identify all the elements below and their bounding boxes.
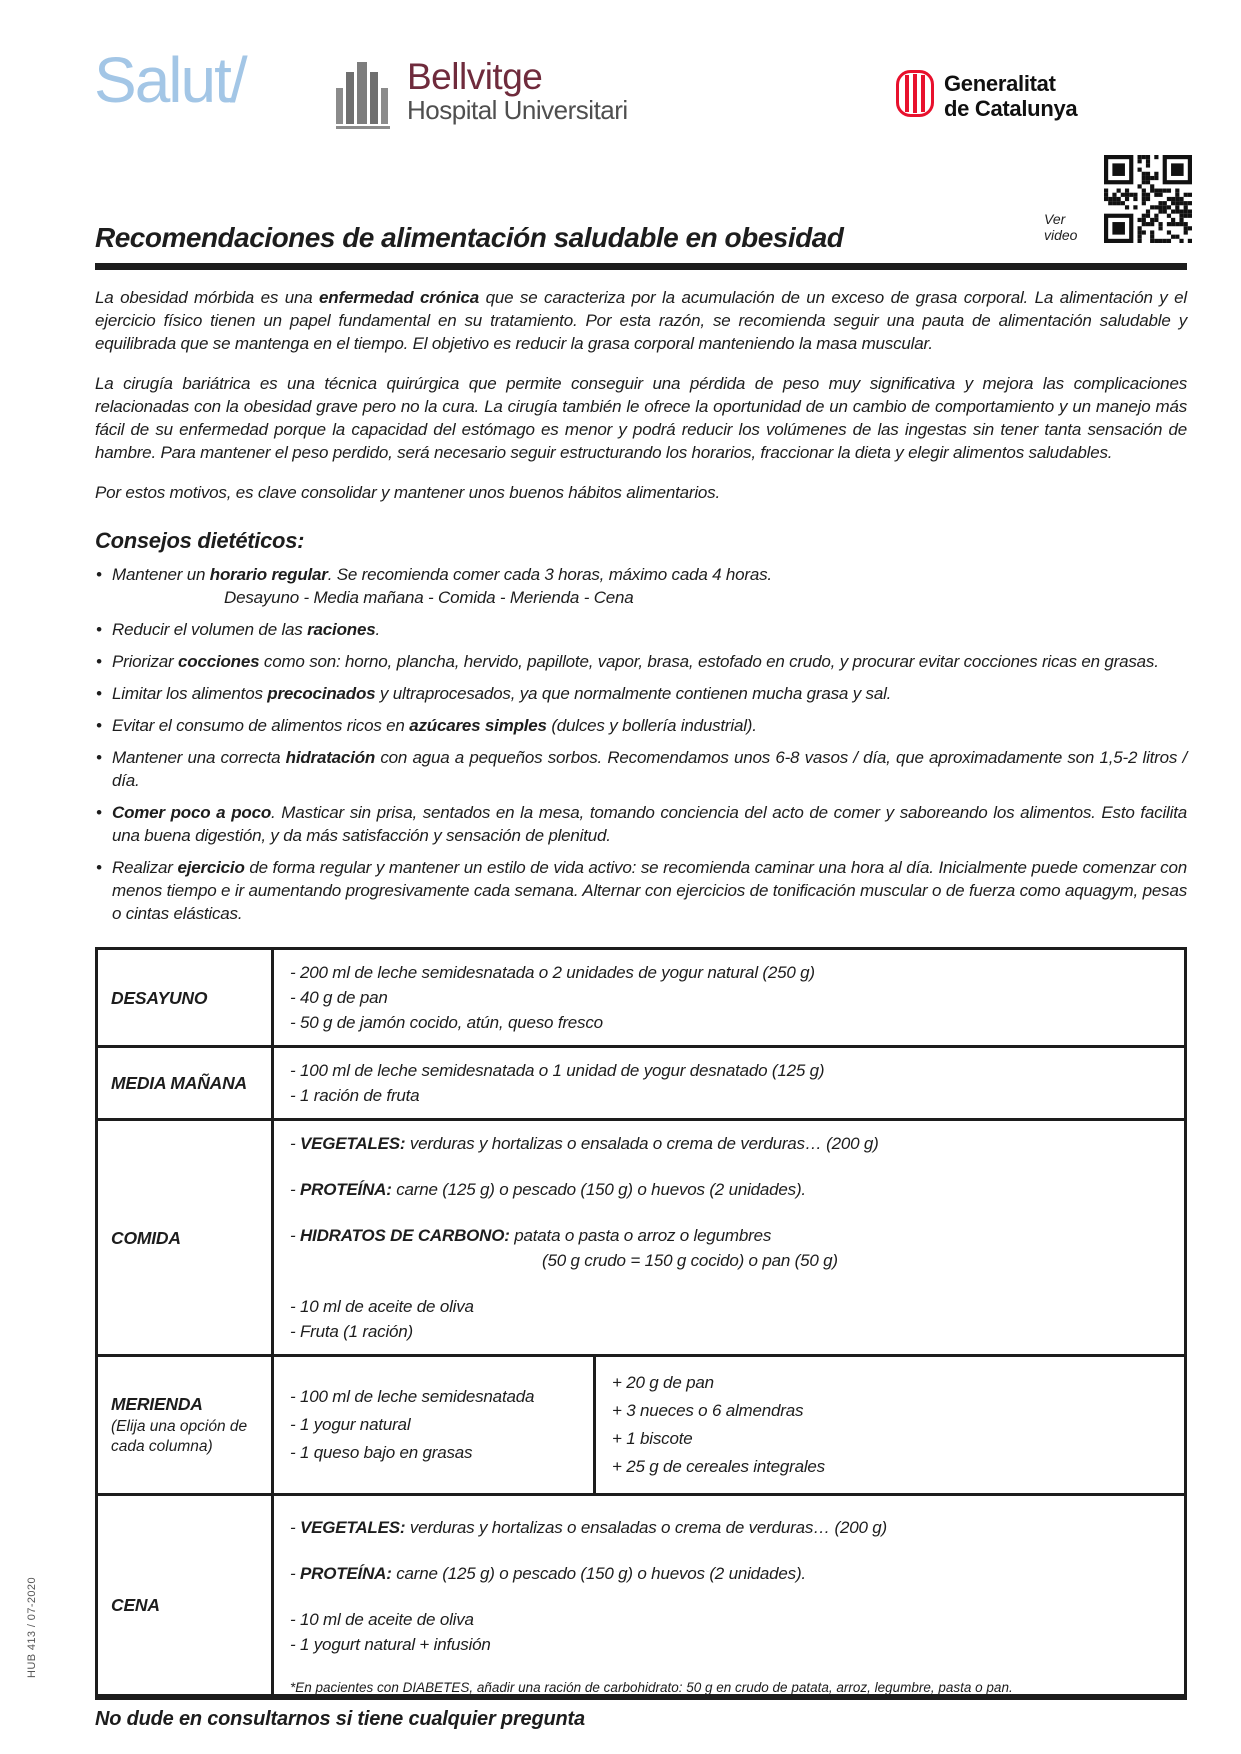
footer-text: No dude en consultarnos si tiene cualquier pregunta xyxy=(95,1708,585,1730)
row-label xyxy=(98,1357,274,1493)
bellvitge-hospital-logo xyxy=(332,58,628,143)
row-label-text: MERIENDA xyxy=(111,1394,203,1414)
row-content xyxy=(274,1496,1184,1714)
salut-logo: Salut/ xyxy=(94,44,246,116)
row-label xyxy=(98,950,274,1045)
row-label xyxy=(98,1048,274,1118)
row-label-text: COMIDA xyxy=(111,1227,181,1248)
menu-line: - 1 ración de fruta xyxy=(290,1086,420,1105)
row-content xyxy=(274,1048,1184,1118)
title-rule xyxy=(95,263,1187,270)
menu-line: - 1 yogurt natural + infusión xyxy=(290,1634,491,1654)
menu-line: - 10 ml de aceite de oliva xyxy=(290,1609,474,1629)
generalitat-line2: de Catalunya xyxy=(944,96,1078,121)
table-row-media-manana xyxy=(98,1045,1184,1118)
advice-item-raciones: • Reducir el volumen de las raciones. xyxy=(95,618,1187,641)
page-title: Recomendaciones de alimentación saludable en obesidad xyxy=(95,222,844,253)
row-content xyxy=(274,950,1184,1045)
row-sublabel-text: (Elija una opción de cada columna) xyxy=(111,1418,248,1455)
menu-line: + 1 biscote xyxy=(612,1429,693,1448)
generalitat-senyera-icon xyxy=(896,70,934,122)
menu-line: + 25 g de cereales integrales xyxy=(612,1457,825,1476)
hospital-name-block xyxy=(407,58,628,126)
menu-line: (50 g crudo = 150 g cocido) o pan (50 g) xyxy=(542,1251,838,1270)
intro-paragraph-2: La cirugía bariátrica es una técnica quirúrgica que permite conseguir una pérdida de peso muy significativa y mejora las complicaciones relacionadas con la obesidad grave pero no la cura. La cirugía también le ofrece la oportunidad de un cambio de comportamiento y un manejo más fácil de su enfermedad porque la capacidad del estómago es menor y podrá reducir los volúmenes de las ingestas sin tener tanta sensación de hambre. Para mantener el peso perdido, será necesario seguir estructurando los horarios, fraccionar la dieta y elegir alimentos saludables. xyxy=(95,374,1187,462)
advice-item-horario xyxy=(95,563,1187,609)
intro-paragraph-1: La obesidad mórbida es una enfermedad crónica que se caracteriza por la acumulación de un exceso de grasa corporal. La alimentación y el ejercicio físico tienen un papel fundamental en su tratamiento. Por esta razón, se recomienda seguir una pauta de alimentación saludable y equilibrada que se mantenga en el tiempo. El objetivo es reducir la grasa corporal manteniendo la masa muscular. xyxy=(95,288,1187,353)
meal-schedule-line: Desayuno - Media mañana - Comida - Merienda - Cena xyxy=(224,588,634,607)
menu-line: + 20 g de pan xyxy=(612,1373,714,1392)
menu-line: - Fruta (1 ración) xyxy=(290,1322,413,1341)
menu-line: - 1 yogur natural xyxy=(290,1415,411,1434)
generalitat-text xyxy=(944,71,1077,121)
hospital-subtitle: Hospital Universitari xyxy=(407,95,628,125)
document-code: HUB 413 / 07-2020 xyxy=(26,1577,38,1678)
advice-item-hidratacion: • Mantener una correcta hidratación con agua a pequeños sorbos. Recomendamos unos 6-8 vasos / día, que aproximadamente son 1,5-2 litros / día. xyxy=(95,746,1187,792)
generalitat-line1: Generalitat xyxy=(944,71,1056,96)
menu-line: - VEGETALES: verduras y hortalizas o ensaladas o crema de verduras… (200 g) xyxy=(290,1517,887,1537)
row-label-text: CENA xyxy=(111,1595,160,1615)
advice-item-azucares: • Evitar el consumo de alimentos ricos en azúcares simples (dulces y bollería industrial). xyxy=(95,714,1187,737)
menu-line: - 100 ml de leche semidesnatada o 1 unidad de yogur desnatado (125 g) xyxy=(290,1061,825,1080)
table-row-cena xyxy=(98,1493,1184,1714)
advice-item-ejercicio: • Realizar ejercicio de forma regular y mantener un estilo de vida activo: se recomienda caminar una hora al día. Inicialmente puede comenzar con menos tiempo e ir aumentando progresivamente cada semana. Alternar con ejercicios de tonificación muscular o de fuerza como aquagym, pesas o cintas elásticas. xyxy=(95,856,1187,925)
row-label xyxy=(98,1496,274,1714)
row-label xyxy=(98,1121,274,1354)
menu-line: - 10 ml de aceite de oliva xyxy=(290,1297,474,1316)
menu-line: - HIDRATOS DE CARBONO: patata o pasta o arroz o legumbres xyxy=(290,1226,772,1245)
hospital-building-icon xyxy=(332,58,394,143)
row-label-text: MEDIA MAÑANA xyxy=(111,1073,247,1093)
table-row-merienda xyxy=(98,1354,1184,1493)
advice-item-precocinados: • Limitar los alimentos precocinados y ultraprocesados, ya que normalmente contienen mucha grasa y sal. xyxy=(95,682,1187,705)
menu-line: - 200 ml de leche semidesnatada o 2 unidades de yogur natural (250 g) xyxy=(290,963,815,982)
row-content xyxy=(274,1357,1184,1493)
intro-paragraph-3: Por estos motivos, es clave consolidar y mantener unos buenos hábitos alimentarios. xyxy=(95,483,721,502)
row-label-text: DESAYUNO xyxy=(111,987,208,1008)
main-content xyxy=(95,222,1187,1717)
advice-item-comer-despacio: • Comer poco a poco. Masticar sin prisa, sentados en la mesa, tomando conciencia del acto de comer y saboreando los alimentos. Esto facilita una buena digestión, y da más satisfacción y sensación de plenitud. xyxy=(95,801,1187,847)
qr-caption-line2: video xyxy=(1044,227,1078,243)
menu-line: - 100 ml de leche semidesnatada xyxy=(290,1387,535,1406)
section-heading-consejos: Consejos dietéticos: xyxy=(95,528,305,553)
menu-line: - 40 g de pan xyxy=(290,988,388,1007)
table-row-comida xyxy=(98,1118,1184,1354)
merienda-column-1 xyxy=(274,1357,596,1493)
menu-line: - PROTEÍNA: carne (125 g) o pescado (150 g) o huevos (2 unidades). xyxy=(290,1563,806,1583)
meal-plan-table xyxy=(95,947,1187,1717)
menu-line: - PROTEÍNA: carne (125 g) o pescado (150 g) o huevos (2 unidades). xyxy=(290,1180,806,1199)
advice-list xyxy=(95,563,1187,925)
diabetes-footnote: *En pacientes con DIABETES, añadir una ración de carbohidrato: 50 g en crudo de patata, arroz, legumbre, pasta o pan. xyxy=(290,1679,1013,1695)
advice-item-text: Mantener un horario regular. Se recomienda comer cada 3 horas, máximo cada 4 horas. xyxy=(112,565,772,584)
menu-line: - 50 g de jamón cocido, atún, queso fresco xyxy=(290,1013,603,1032)
merienda-column-2 xyxy=(596,1357,1184,1493)
qr-caption-line1: Ver xyxy=(1044,211,1066,227)
table-row-desayuno xyxy=(98,950,1184,1045)
footer-rule xyxy=(95,1694,1187,1700)
row-content xyxy=(274,1121,1184,1354)
hospital-name: Bellvitge xyxy=(407,56,543,97)
advice-item-cocciones: • Priorizar cocciones como son: horno, plancha, hervido, papillote, vapor, brasa, estofado en crudo, y procurar evitar cocciones ricas en grasas. xyxy=(95,650,1187,673)
menu-line: - VEGETALES: verduras y hortalizas o ensalada o crema de verduras… (200 g) xyxy=(290,1134,879,1153)
menu-line: + 3 nueces o 6 almendras xyxy=(612,1401,804,1420)
generalitat-logo xyxy=(896,70,1077,122)
page-footer xyxy=(95,1694,1187,1731)
menu-line: - 1 queso bajo en grasas xyxy=(290,1443,473,1462)
